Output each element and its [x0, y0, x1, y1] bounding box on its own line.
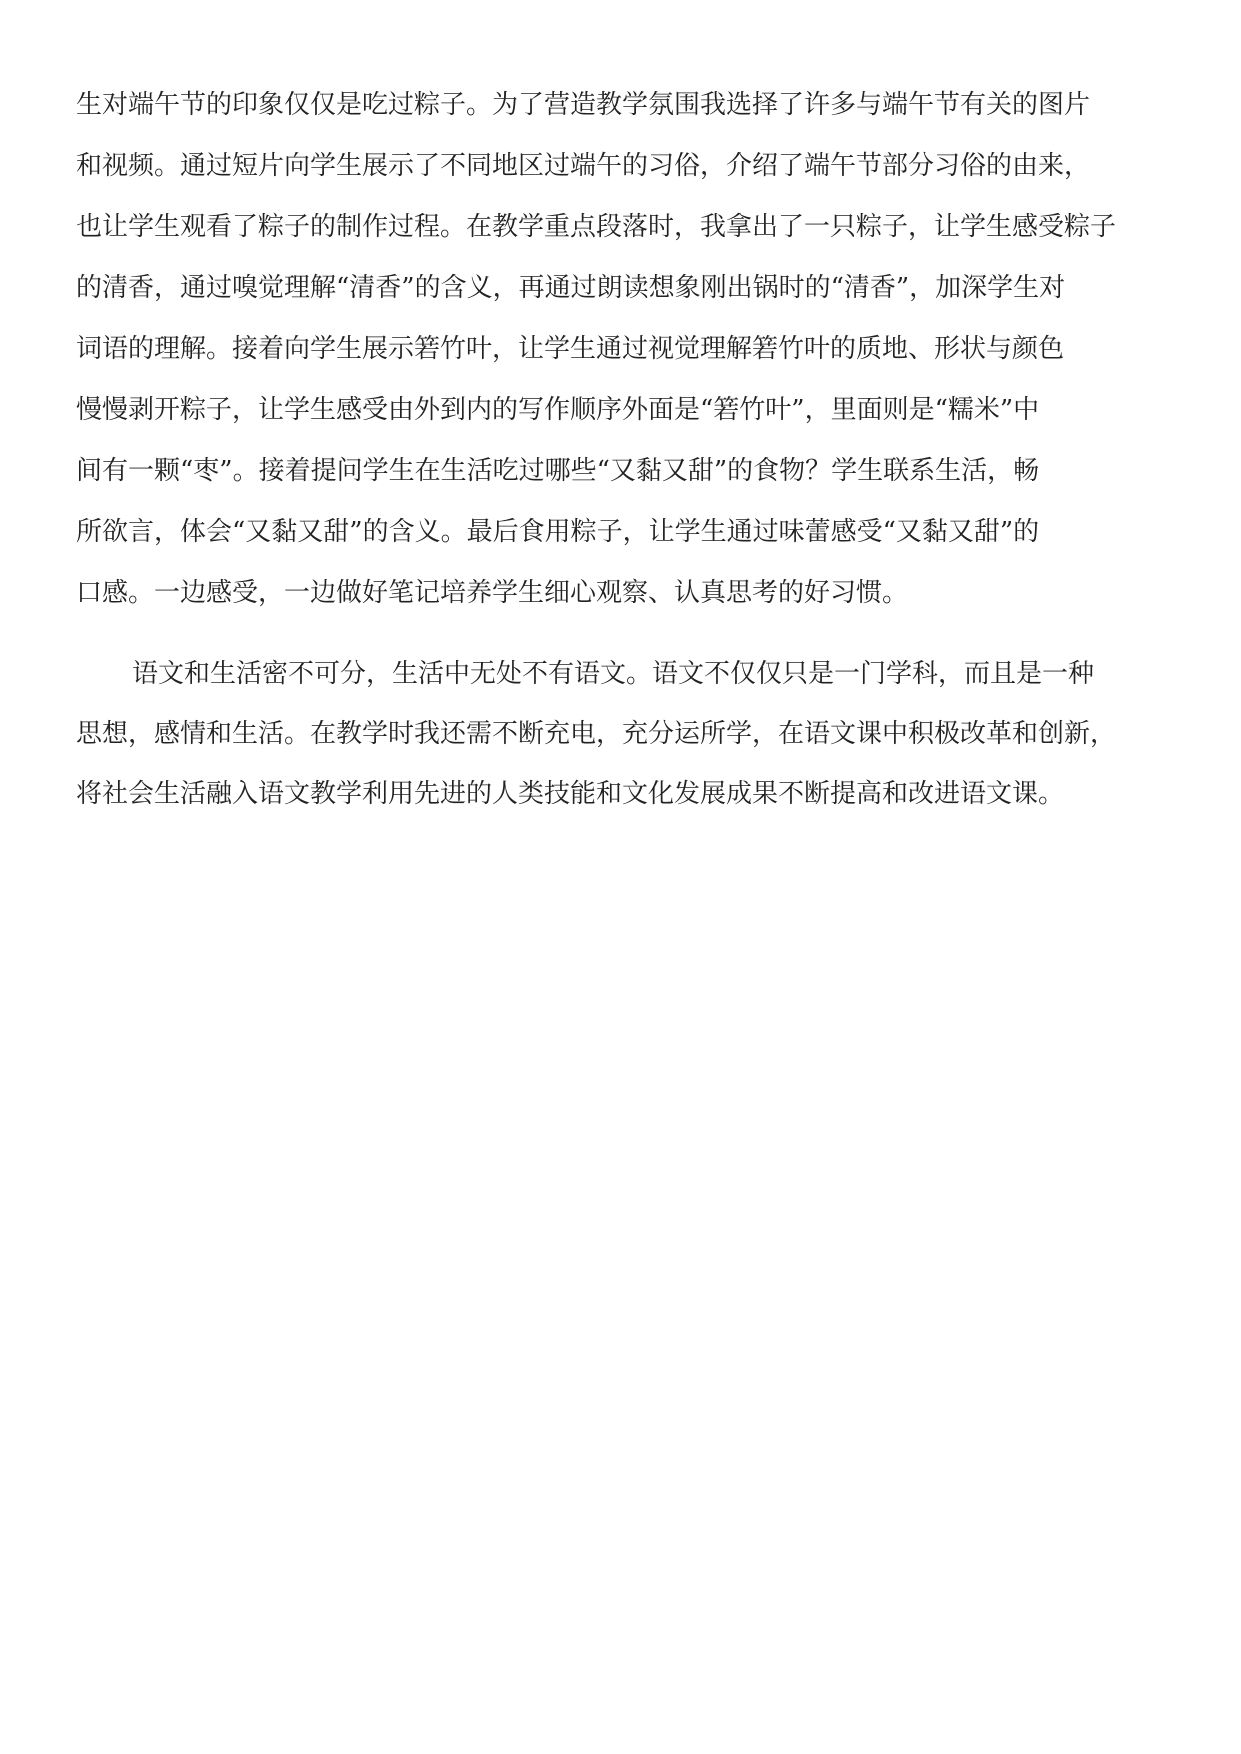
text-line: 思想，感情和生活。在教学时我还需不断充电，充分运所学，在语文课中积极改革和创新， — [76, 719, 1117, 749]
paragraph-1 — [76, 83, 1176, 615]
text-line: 词语的理解。接着向学生展示箬竹叶，让学生通过视觉理解箬竹叶的质地、形状与颜色 — [76, 334, 1065, 364]
text-line: 的清香，通过嗅觉理解“清香”的含义，再通过朗读想象刚出锅时的“清香”，加深学生对 — [76, 273, 1066, 303]
text-line: 也让学生观看了粽子的制作过程。在教学重点段落时，我拿出了一只粽子，让学生感受粽子 — [76, 212, 1117, 242]
text-line: 和视频。通过短片向学生展示了不同地区过端午的习俗，介绍了端午节部分习俗的由来， — [76, 151, 1091, 181]
document-page — [76, 83, 1176, 832]
text-line: 口感。一边感受，一边做好笔记培养学生细心观察、认真思考的好习惯。 — [76, 578, 909, 608]
text-line: 生对端午节的印象仅仅是吃过粽子。为了营造教学氛围我选择了许多与端午节有关的图片 — [76, 90, 1091, 120]
text-line: 慢慢剥开粽子，让学生感受由外到内的写作顺序外面是“箬竹叶”，里面则是“糯米”中 — [76, 395, 1040, 425]
paragraph-2 — [76, 652, 1176, 816]
text-line: 间有一颗“枣”。接着提问学生在生活吃过哪些“又黏又甜”的食物？学生联系生活，畅 — [76, 456, 1040, 486]
text-line: 将社会生活融入语文教学利用先进的人类技能和文化发展成果不断提高和改进语文课。 — [76, 779, 1065, 809]
text-line: 所欲言，体会“又黏又甜”的含义。最后食用粽子，让学生通过味蕾感受“又黏又甜”的 — [76, 517, 1040, 547]
text-line: 语文和生活密不可分，生活中无处不有语文。语文不仅仅只是一门学科，而且是一种 — [132, 659, 1095, 689]
